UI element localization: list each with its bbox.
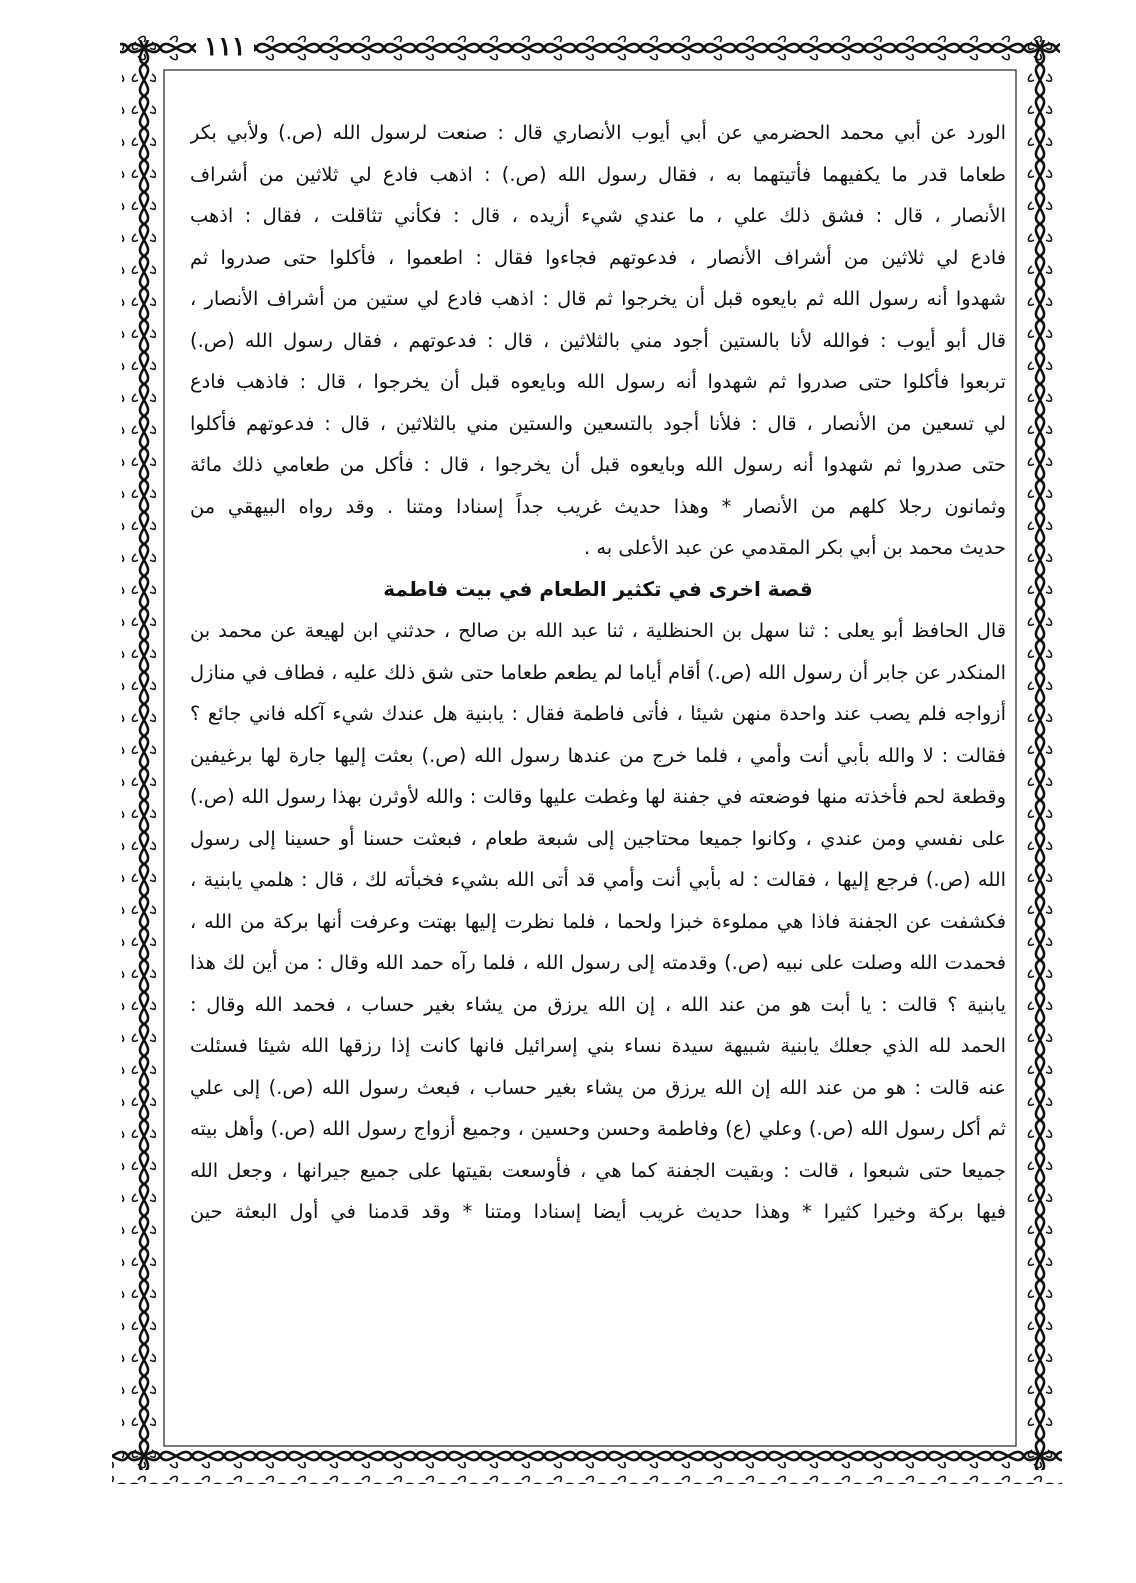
text-line: وقطعة لحم فأخذته منها فوضعته في جفنة لها وغطت عليها وقالت : والله لأوثرن بهذا رسول الله (ص.): [190, 785, 1006, 808]
text-line: فحمدت الله وصلت على نبيه (ص.) وقدمته إلى رسول الله ، فلما رآه حمد الله وقال : من أين لك هذا: [190, 951, 1006, 974]
passage-2: [190, 610, 1006, 1233]
text-line: على نفسي ومن عندي ، وكانوا جميعا محتاجين إلى شبعة طعام ، فبعثت حسنا أو حسينا إلى رسول: [190, 826, 1006, 850]
page-number: ١١١: [196, 32, 254, 62]
text-line: فقالت : لا والله بأبي أنت وأمي ، فلما خرج من عندها رسول الله (ص.) بعثت إليها جارة لها برغيفين: [190, 743, 1006, 767]
passage-1: [190, 112, 1006, 569]
text-line: المنكدر عن جابر أن رسول الله (ص.) أقام أياما لم يطعم طعاما حتى شق ذلك عليه ، فطاف في منازل: [190, 660, 1006, 684]
border-left: [122, 40, 156, 1470]
text-line: فيها بركة وخيرا كثيرا * وهذا حديث غريب أيضا إسنادا ومتنا * وقد قدمنا في أول البعثة حين: [190, 1200, 1006, 1223]
text-line: لي تسعين من الأنصار ، قال : فلأنا أجود بالتسعين والستين مني بالثلاثين ، قال : فدعوتهم فأكلوا: [190, 411, 1006, 435]
text-line: وثمانون رجلا كلهم من الأنصار * وهذا حديث غريب جداً إسنادا ومتنا . وقد رواه البيهقي من: [190, 494, 1006, 518]
text-line: حتى صدروا ثم شهدوا أنه رسول الله وبايعوه قبل أن يخرجوا ، قال : فأكل من طعامي ذلك مائة: [190, 453, 1006, 476]
text-line: حديث محمد بن أبي بكر المقدمي عن عبد الأعلى به .: [584, 536, 1006, 559]
text-line: ثم أكل رسول الله (ص.) وعلي (ع) وفاطمة وحسن وحسين ، وجميع أزواج رسول الله (ص.) وأهل بيته: [190, 1117, 1006, 1140]
text-line: أزواجه فلم يصب عند واحدة منهن شيئا ، فأتى فاطمة فقال : يابنية هل عندك شيء آكله فاني جائع ؟: [190, 702, 1006, 725]
text-line: الأنصار ، قال : فشق ذلك علي ، ما عندي شيء أزيده ، قال : فكأني تثاقلت ، فقال : اذهب: [190, 204, 1006, 227]
border-top: [120, 30, 1060, 64]
text-line: يابنية ؟ قالت : يا أبت هو من عند الله ، إن الله يرزق من يشاء بغير حساب ، فحمد الله وقال :: [190, 992, 1006, 1016]
border-right: [1024, 40, 1058, 1470]
page-body: [190, 112, 1006, 1452]
text-line: تربعوا فأكلوا حتى صدروا ثم شهدوا أنه رسول الله وبايعوه قبل أن يخرجوا ، قال : فاذهب فادع: [190, 370, 1006, 393]
text-line: الورد عن أبي محمد الحضرمي عن أبي أيوب الأنصاري قال : صنعت لرسول الله (ص.) ولأبي بكر: [190, 121, 1006, 144]
border-bottom: [112, 1450, 1062, 1484]
text-line: الحمد لله الذي جعلك يابنية شبيهة سيدة نساء بني إسرائيل فانها كانت إذا رزقها الله شيئا فسئلت: [190, 1034, 1006, 1057]
text-line: شهدوا أنه رسول الله ثم بايعوه قبل أن يخرجوا ثم قال : اذهب فادع لي ستين من أشراف الأنصار ،: [190, 287, 1006, 310]
text-line: فادع لي ثلاثين من أشراف الأنصار ، فدعوتهم فجاءوا فقال : اطعموا ، فأكلوا حتى صدروا ثم: [190, 245, 1006, 269]
text-line: عنه قالت : هو من عند الله إن الله يرزق من يشاء بغير حساب ، فبعث رسول الله (ص.) إلى علي: [190, 1075, 1006, 1099]
text-line: فكشفت عن الجفنة فاذا هي مملوءة خبزا ولحما ، فلما نظرت إليها بهتت وعرفت أنها بركة من الله ،: [190, 909, 1006, 933]
text-line: الله (ص.) فرجع إليها ، فقالت : له بأبي أنت وأمي قد أتى الله بشيء فخبأته لك ، قال : هلمي يابنية ،: [190, 868, 1006, 891]
text-line: جميعا حتى شبعوا ، قالت : وبقيت الجفنة كما هي ، فأوسعت بقيتها على جميع جيرانها ، وجعل الله: [190, 1158, 1006, 1182]
text-line: قال أبو أيوب : فوالله لأنا بالستين أجود مني بالثلاثين ، قال : فدعوتهم ، فقال رسول الله (ص.): [190, 328, 1006, 352]
text-line: قال الحافظ أبو يعلى : ثنا سهل بن الحنظلية ، ثنا عبد الله بن صالح ، حدثني ابن لهيعة عن محمد بن: [190, 619, 1006, 642]
text-line: طعاما قدر ما يكفيهما فأتيتهما به ، فقال رسول الله (ص.) : اذهب فادع لي ثلاثين من أشراف: [190, 162, 1006, 186]
section-heading: قصة اخرى في تكثير الطعام في بيت فاطمة: [383, 576, 813, 601]
